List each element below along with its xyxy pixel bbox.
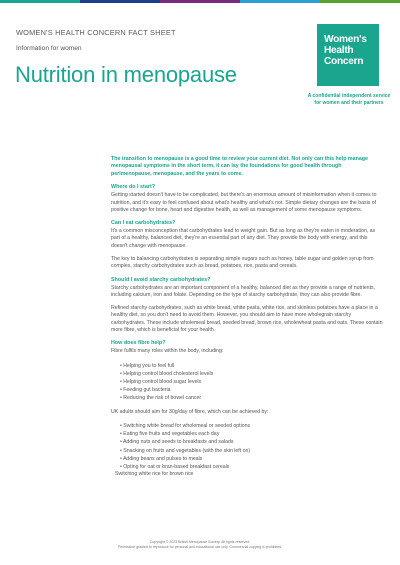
color-bar-segment-4 [240,0,320,3]
list-item: • Opting for oat or bran-based breakfast cereals [120,464,230,470]
fibre-tips-list [111,422,383,471]
section-heading-carbohydrates: Can I eat carbohydrates? [111,220,176,227]
list-item: • Helping control blood sugar levels [120,379,202,386]
logo-line-3: Concern [324,56,364,67]
intro-paragraph: The transition to menopause is a good time to review your current diet. Not only can this help manage menopausal symptoms in the short term, it can lay the foundations for good health through perimenopause, menopause, and the years to come. [111,156,368,177]
color-bar [0,0,400,3]
section-paragraph: Starchy carbohydrates are an important component of a healthy, balanced diet as they provide a range of nutrients, including calcium, iron and folate. Depending on the type of starchy carbohydrate, they can also provide fibre. [111,284,376,298]
section-heading-fibre: How does fibre help? [111,340,166,347]
section-paragraph: Fibre fulfils many roles within the body, including: [111,348,224,355]
list-item: • Snacking on fruits and vegetables (with the skin left on) [120,447,251,454]
list-item: • Feeding gut bacteria [120,387,171,394]
color-bar-segment-2 [80,0,160,3]
page-title: Nutrition in menopause [15,62,237,87]
list-item-last: Switching white rice for brown rice [115,471,194,478]
list-item: • Switching white bread for wholemeal or seeded options [120,422,251,429]
list-item: • Helping you to feel full [120,362,175,369]
fibre-roles-list [111,362,383,403]
section-paragraph: Getting started doesn't have to be complicated, but there's an enormous amount of misinformation when it comes to nutrition, and it's easy to feel confused about what's healthy and what's not. Simple dietary changes are the basis of positive change for bone, heart and digestive health, as well as management of some menopause symptoms. [111,192,377,213]
list-item: • Reducing the risk of bowel cancer [120,395,202,402]
audience-label: Information for women [16,45,82,52]
copyright-line: Copyright © 2023 British Menopause Society. All rights reserved. [149,540,251,544]
section-paragraph: The key to balancing carbohydrates is separating simple sugars such as honey, table sugar and golden syrup from complex, starchy carbohydrates such as bread, potatoes, rice, pasta and cereals. [111,256,374,270]
article-body [111,156,383,478]
section-paragraph: It's a common misconception that carbohydrates lead to weight gain. But as long as they're eaten in moderation, as part of a healthy, balanced diet, they're an essential part of any diet. They provide the body with energy, and this doesn't change with menopause. [111,228,376,249]
logo-tagline: A confidential independent service for women and their partners [307,93,391,106]
fact-sheet-label: WOMEN'S HEALTH CONCERN FACT SHEET [16,28,176,37]
permission-line: Permission granted to reproduce for personal and educational use only. Commercial copying is prohibited. [117,545,283,549]
section-paragraph: Refined starchy carbohydrates, such as white bread, white pasta, white rice, and skinless potatoes have a place in a healthy diet, so you don't need to avoid them. However, you should aim to have more wholegrain starchy carbohydrates. These include wholemeal bread, seeded bread, brown rice, wholewheat pasta and oats. These contain more fibre, which is beneficial for your health. [111,305,383,334]
list-item: • Helping control blood cholesterol levels [120,370,214,377]
list-item: • Adding beans and pulses to meals [120,455,203,462]
logo-line-2: Health [324,45,354,56]
color-bar-segment-3 [160,0,240,3]
fibre-intro-paragraph: UK adults should aim for 30g/day of fibre, which can be achieved by: [111,408,269,415]
logo-line-1: Women's [324,34,367,45]
color-bar-segment-1 [0,0,80,3]
color-bar-segment-5 [320,0,400,3]
section-heading-where-start: Where do I start? [111,184,156,191]
whc-logo[interactable] [317,24,379,86]
list-item: • Adding nuts and seeds to breakfasts and salads [120,439,234,446]
copyright-footer [40,540,360,550]
list-item: • Eating five fruits and vegetables each day [120,431,220,438]
section-heading-starchy: Should I avoid starchy carbohydrates? [111,276,211,283]
